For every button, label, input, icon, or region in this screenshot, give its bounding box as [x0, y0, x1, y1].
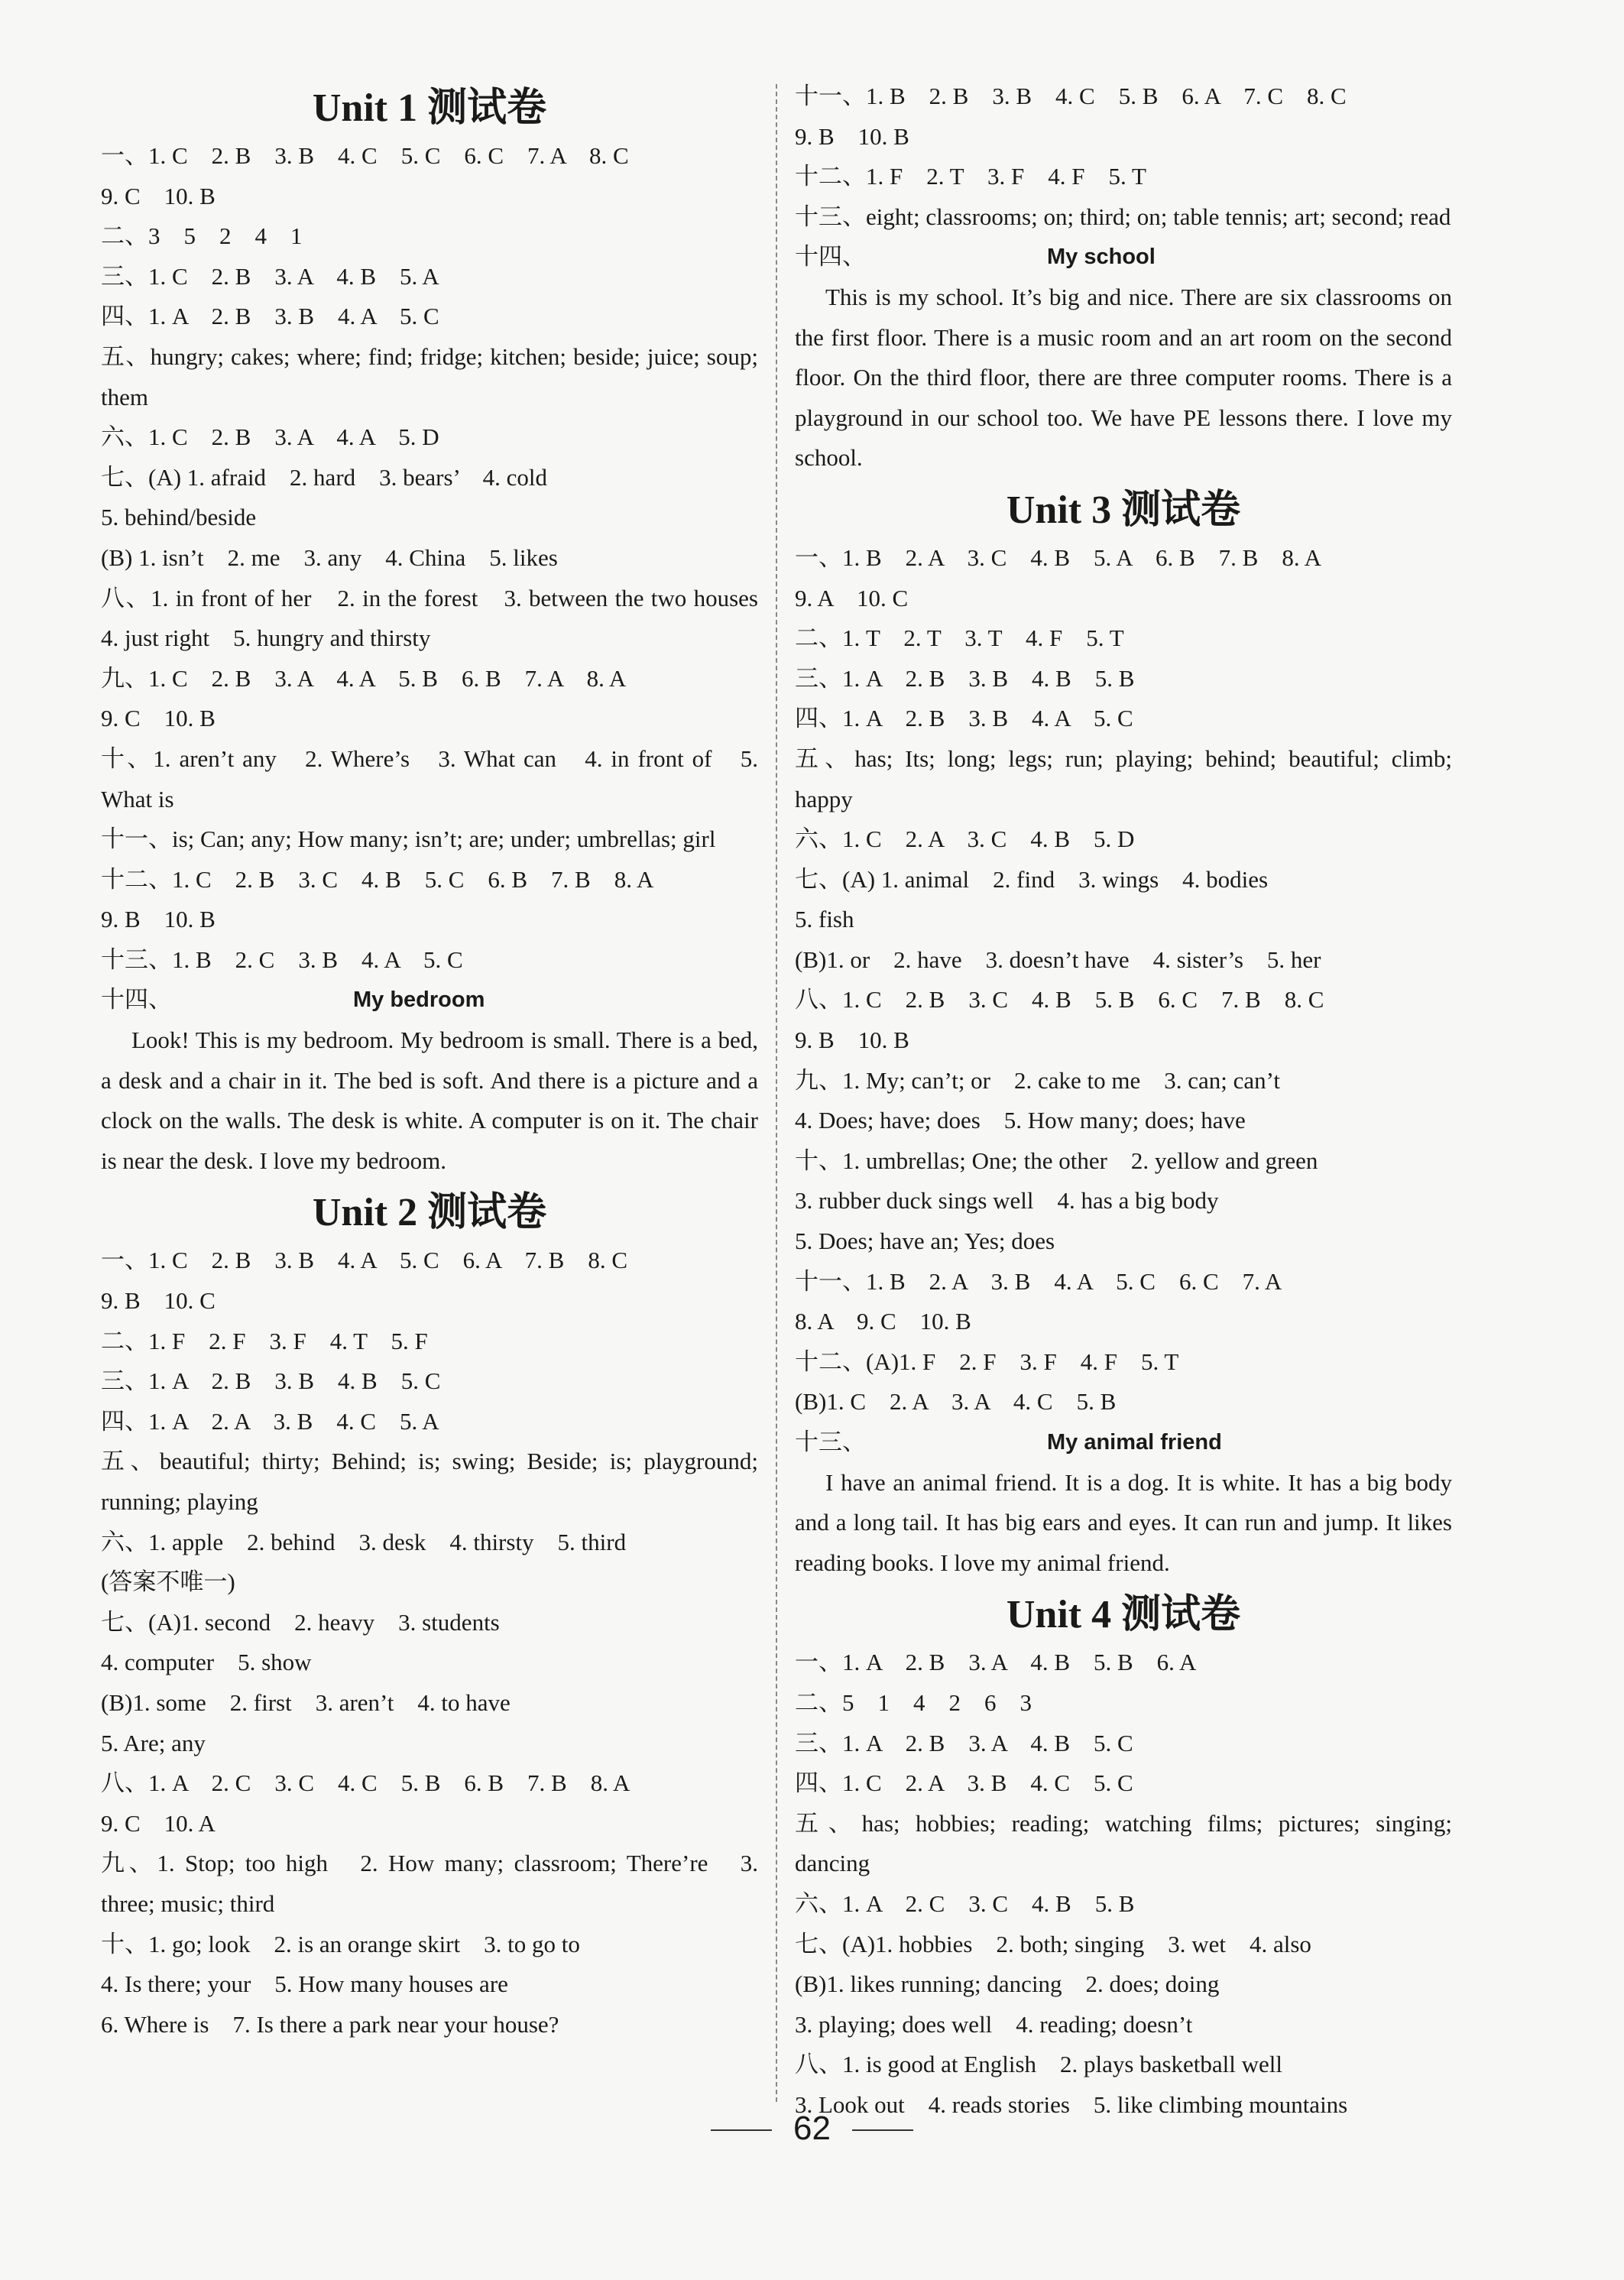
essay-title: My school [1047, 245, 1156, 270]
essay-text: This is my school. It’s big and nice. There are six classrooms on the first floor. There is a music room and an art room on the second floor. On the third floor, there are three computer rooms. There is a playground in our school too. We have PE lessons there. I love my school. [795, 283, 1452, 472]
answer-line: 9. C 10. A [101, 1809, 216, 1837]
answer-line: 六、1. C 2. B 3. A 4. A 5. D [101, 423, 439, 451]
answer-line: (答案不唯一) [101, 1568, 235, 1596]
answer-line: 6. Where is 7. Is there a park near your house? [101, 2010, 559, 2038]
answer-line: 十一、is; Can; any; How many; isn’t; are; under; umbrellas; girl [101, 825, 716, 853]
answer-line: 五、has; Its; long; legs; run; playing; behind; beautiful; climb; happy [795, 744, 1452, 812]
answer-line: 九、1. C 2. B 3. A 4. A 5. B 6. B 7. A 8. A [101, 664, 627, 692]
answer-line: 一、1. B 2. A 3. C 4. B 5. A 6. B 7. B 8. A [795, 543, 1321, 571]
answer-line: 十二、(A)1. F 2. F 3. F 4. F 5. T [795, 1348, 1179, 1375]
answer-line: 七、(A) 1. animal 2. find 3. wings 4. bodies [795, 865, 1269, 893]
answer-line: 十、1. go; look 2. is an orange skirt 3. to go to [101, 1930, 580, 1957]
answer-line: 9. B 10. B [795, 122, 909, 150]
page-number-value: 62 [793, 2110, 831, 2147]
answer-line: 五、hungry; cakes; where; find; fridge; kitchen; beside; juice; soup; them [101, 342, 758, 410]
answer-line: 二、1. F 2. F 3. F 4. T 5. F [101, 1327, 428, 1354]
page-number-dash-left [711, 2129, 772, 2131]
answer-line: 二、5 1 4 2 6 3 [795, 1688, 1032, 1716]
answer-line: 3. rubber duck sings well 4. has a big body [795, 1187, 1219, 1215]
answer-line: 十二、1. F 2. T 3. F 4. F 5. T [795, 163, 1146, 190]
answer-line: 四、1. C 2. A 3. B 4. C 5. C [795, 1769, 1133, 1797]
answer-line: (B)1. or 2. have 3. doesn’t have 4. sister’s 5. her [795, 945, 1321, 973]
answer-line: 七、(A)1. second 2. heavy 3. students [101, 1608, 500, 1636]
answer-line: 3. playing; does well 4. reading; doesn’t [795, 2010, 1193, 2038]
answer-line: 5. fish [795, 906, 854, 933]
page-number-dash-right [852, 2129, 913, 2131]
answer-line: 8. A 9. C 10. B [795, 1308, 971, 1335]
answer-line: 十一、1. B 2. B 3. B 4. C 5. B 6. A 7. C 8. C [795, 83, 1347, 109]
answer-line: 5. Does; have an; Yes; does [795, 1228, 1055, 1255]
answer-line: 八、1. C 2. B 3. C 4. B 5. B 6. C 7. B 8. C [795, 986, 1324, 1014]
essay-heading [795, 1422, 1452, 1463]
answer-line: 5. behind/beside [101, 504, 257, 531]
answer-line: (B) 1. isn’t 2. me 3. any 4. China 5. likes [101, 543, 558, 571]
answer-line: 二、1. T 2. T 3. T 4. F 5. T [795, 624, 1124, 652]
answer-line: 六、1. C 2. A 3. C 4. B 5. D [795, 825, 1135, 853]
answer-line: 一、1. C 2. B 3. B 4. A 5. C 6. A 7. B 8. C [101, 1247, 627, 1274]
answer-line: 八、1. is good at English 2. plays basketball well [795, 2051, 1283, 2078]
answer-line: 十三、eight; classrooms; on; third; on; table tennis; art; second; read [795, 203, 1451, 230]
essay-text: I have an animal friend. It is a dog. It is white. It has a big body and a long tail. It has big ears and eyes. It can run and jump. It likes reading books. I love my animal friend. [795, 1468, 1452, 1576]
answer-line: 四、1. A 2. B 3. B 4. A 5. C [795, 705, 1133, 732]
page-number [0, 2110, 1624, 2148]
answer-line: 五、beautiful; thirty; Behind; is; swing; Beside; is; playground; running; playing [101, 1448, 758, 1515]
answer-line: 9. B 10. C [101, 1287, 216, 1315]
unit3-title: Unit 3 测试卷 [1006, 488, 1241, 532]
answer-line: 9. A 10. C [795, 584, 909, 611]
answer-line: 十、1. umbrellas; One; the other 2. yellow and green [795, 1146, 1318, 1174]
answer-line: 六、1. A 2. C 3. C 4. B 5. B [795, 1889, 1135, 1917]
answer-line: 九、1. Stop; too high 2. How many; classroom; There’re 3. three; music; third [101, 1850, 758, 1917]
answer-line: 三、1. A 2. B 3. A 4. B 5. C [795, 1729, 1133, 1756]
answer-line: 三、1. C 2. B 3. A 4. B 5. A [101, 262, 439, 290]
answer-line: 七、(A)1. hobbies 2. both; singing 3. wet 4. also [795, 1930, 1311, 1957]
answer-line: 七、(A) 1. afraid 2. hard 3. bears’ 4. cold [101, 463, 547, 491]
answer-line: 十、1. aren’t any 2. Where’s 3. What can 4. in front of 5. What is [101, 744, 758, 812]
answer-line: 4. Is there; your 5. How many houses are [101, 1970, 508, 1998]
answer-line: 5. Are; any [101, 1729, 206, 1756]
answer-line: 9. B 10. B [101, 906, 216, 933]
answer-line: 3. Look out 4. reads stories 5. like climbing mountains [795, 2090, 1348, 2118]
left-column [101, 76, 782, 2045]
answer-line: (B)1. some 2. first 3. aren’t 4. to have [101, 1688, 511, 1716]
answer-line: 4. Does; have; does 5. How many; does; have [795, 1107, 1246, 1134]
column-divider [776, 84, 777, 2102]
answer-line: 八、1. A 2. C 3. C 4. C 5. B 6. B 7. B 8. A [101, 1769, 630, 1797]
answer-line: 9. C 10. B [101, 182, 216, 209]
answer-line: 三、1. A 2. B 3. B 4. B 5. B [795, 664, 1135, 692]
essay-number: 十四、 [101, 986, 172, 1014]
unit2-title: Unit 2 测试卷 [312, 1191, 547, 1235]
answer-line: (B)1. C 2. A 3. A 4. C 5. B [795, 1388, 1117, 1416]
answer-line: 四、1. A 2. A 3. B 4. C 5. A [101, 1407, 439, 1435]
answer-line: 4. computer 5. show [101, 1649, 312, 1676]
answer-line: 9. C 10. B [101, 705, 216, 732]
answer-line: 9. B 10. B [795, 1026, 909, 1054]
essay-number: 十三、 [795, 1429, 866, 1455]
answer-line: 十三、1. B 2. C 3. B 4. A 5. C [101, 945, 463, 973]
answer-line: 五、has; hobbies; reading; watching films; pictures; singing; dancing [795, 1809, 1452, 1877]
unit1-title: Unit 1 测试卷 [312, 86, 547, 130]
answer-line: 二、3 5 2 4 1 [101, 222, 303, 250]
essay-heading [795, 237, 1452, 277]
essay-title: My animal friend [1047, 1430, 1222, 1455]
essay-heading [101, 980, 758, 1020]
unit4-title: Unit 4 测试卷 [1006, 1593, 1241, 1637]
right-column [795, 76, 1452, 2126]
answer-line: 四、1. A 2. B 3. B 4. A 5. C [101, 303, 439, 330]
answer-line: 六、1. apple 2. behind 3. desk 4. thirsty 5. third [101, 1528, 627, 1555]
answer-line: 一、1. A 2. B 3. A 4. B 5. B 6. A [795, 1649, 1197, 1676]
answer-line: 八、1. in front of her 2. in the forest 3. between the two houses 4. just right 5. hungry and thirsty [101, 584, 782, 652]
answer-line: (B)1. likes running; dancing 2. does; doing [795, 1970, 1220, 1998]
answer-line: 一、1. C 2. B 3. B 4. C 5. C 6. C 7. A 8. C [101, 142, 629, 169]
answer-line: 十一、1. B 2. A 3. B 4. A 5. C 6. C 7. A [795, 1267, 1282, 1295]
essay-number: 十四、 [795, 243, 866, 271]
answer-line: 九、1. My; can’t; or 2. cake to me 3. can; can’t [795, 1066, 1281, 1094]
essay-title: My bedroom [353, 988, 485, 1013]
answer-line: 十二、1. C 2. B 3. C 4. B 5. C 6. B 7. B 8. A [101, 865, 654, 893]
answer-line: 三、1. A 2. B 3. B 4. B 5. C [101, 1367, 441, 1395]
essay-text: Look! This is my bedroom. My bedroom is small. There is a bed, a desk and a chair in it. The bed is soft. And there is a picture and a clock on the walls. The desk is white. A computer is on it. The chair is near the desk. I love my bedroom. [101, 1026, 758, 1174]
